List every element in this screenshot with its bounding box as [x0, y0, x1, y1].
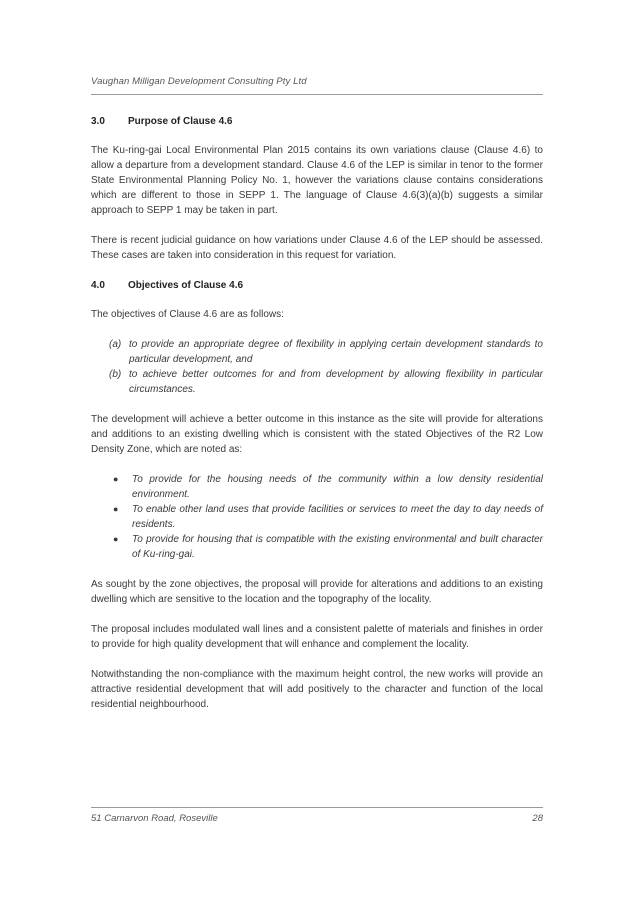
page-content: [91, 114, 543, 727]
section-heading-4: [91, 278, 543, 293]
list-item: [91, 472, 543, 502]
header-divider: [91, 94, 543, 95]
section-number: 4.0: [91, 280, 105, 291]
paragraph: The development will achieve a better outcome in this instance as the site will provide for alterations and additions to an existing dwelling which is consistent with the stated Objectives of the R2 Low Density Zone, which are noted as:: [91, 414, 543, 455]
list-item-text: To enable other land uses that provide facilities or services to meet the day to day needs of residents.: [132, 504, 543, 530]
list-item-text: To provide for the housing needs of the community within a low density residential environment.: [132, 474, 543, 500]
paragraph: Notwithstanding the non-compliance with the maximum height control, the new works will provide an attractive residential development that will add positively to the character and function of the local residential neighbourhood.: [91, 669, 543, 710]
section-title: Purpose of Clause 4.6: [128, 116, 233, 127]
list-item-text: to achieve better outcomes for and from development by allowing flexibility in particular circumstances.: [129, 369, 543, 395]
paragraph: As sought by the zone objectives, the proposal will provide for alterations and additions to an existing dwelling which are sensitive to the location and the topography of the locality.: [91, 579, 543, 605]
zone-objectives-list: [91, 472, 543, 562]
list-item: [91, 502, 543, 532]
paragraph: The proposal includes modulated wall lines and a consistent palette of materials and finishes in order to provide for high quality development that will enhance and complement the locality.: [91, 624, 543, 650]
list-item: [91, 337, 543, 367]
list-item: [91, 532, 543, 562]
page-number: 28: [532, 813, 543, 824]
section-number: 3.0: [91, 116, 105, 127]
paragraph: There is recent judicial guidance on how variations under Clause 4.6 of the LEP should be assessed. These cases are taken into consideration in this request for variation.: [91, 235, 543, 261]
list-marker: (b): [109, 369, 122, 380]
paragraph: The objectives of Clause 4.6 are as follows:: [91, 309, 284, 320]
objectives-list: [91, 337, 543, 397]
bullet-icon: ●: [113, 474, 119, 484]
paragraph: The Ku-ring-gai Local Environmental Plan 2015 contains its own variations clause (Clause 4.6) to allow a departure from a development standard. Clause 4.6 of the LEP is similar in tenor to the former State Environmental Planning Policy No. 1, however the variations clause contains considerations which are different to those in SEPP 1. The language of Clause 4.6(3)(a)(b) suggests a similar approach to SEPP 1 may be taken in part.: [91, 145, 543, 216]
header-company: Vaughan Milligan Development Consulting Pty Ltd: [91, 76, 307, 87]
list-item-text: to provide an appropriate degree of flexibility in applying certain development standards to particular development, and: [129, 339, 543, 365]
list-marker: (a): [109, 339, 122, 350]
section-title: Objectives of Clause 4.6: [128, 280, 244, 291]
bullet-icon: ●: [113, 534, 119, 544]
footer-divider: [91, 807, 543, 808]
bullet-icon: ●: [113, 504, 119, 514]
list-item: [91, 367, 543, 397]
list-item-text: To provide for housing that is compatible with the existing environmental and built character of Ku-ring-gai.: [132, 534, 543, 560]
footer-address: 51 Carnarvon Road, Roseville: [91, 813, 218, 824]
section-heading-3: [91, 114, 543, 129]
